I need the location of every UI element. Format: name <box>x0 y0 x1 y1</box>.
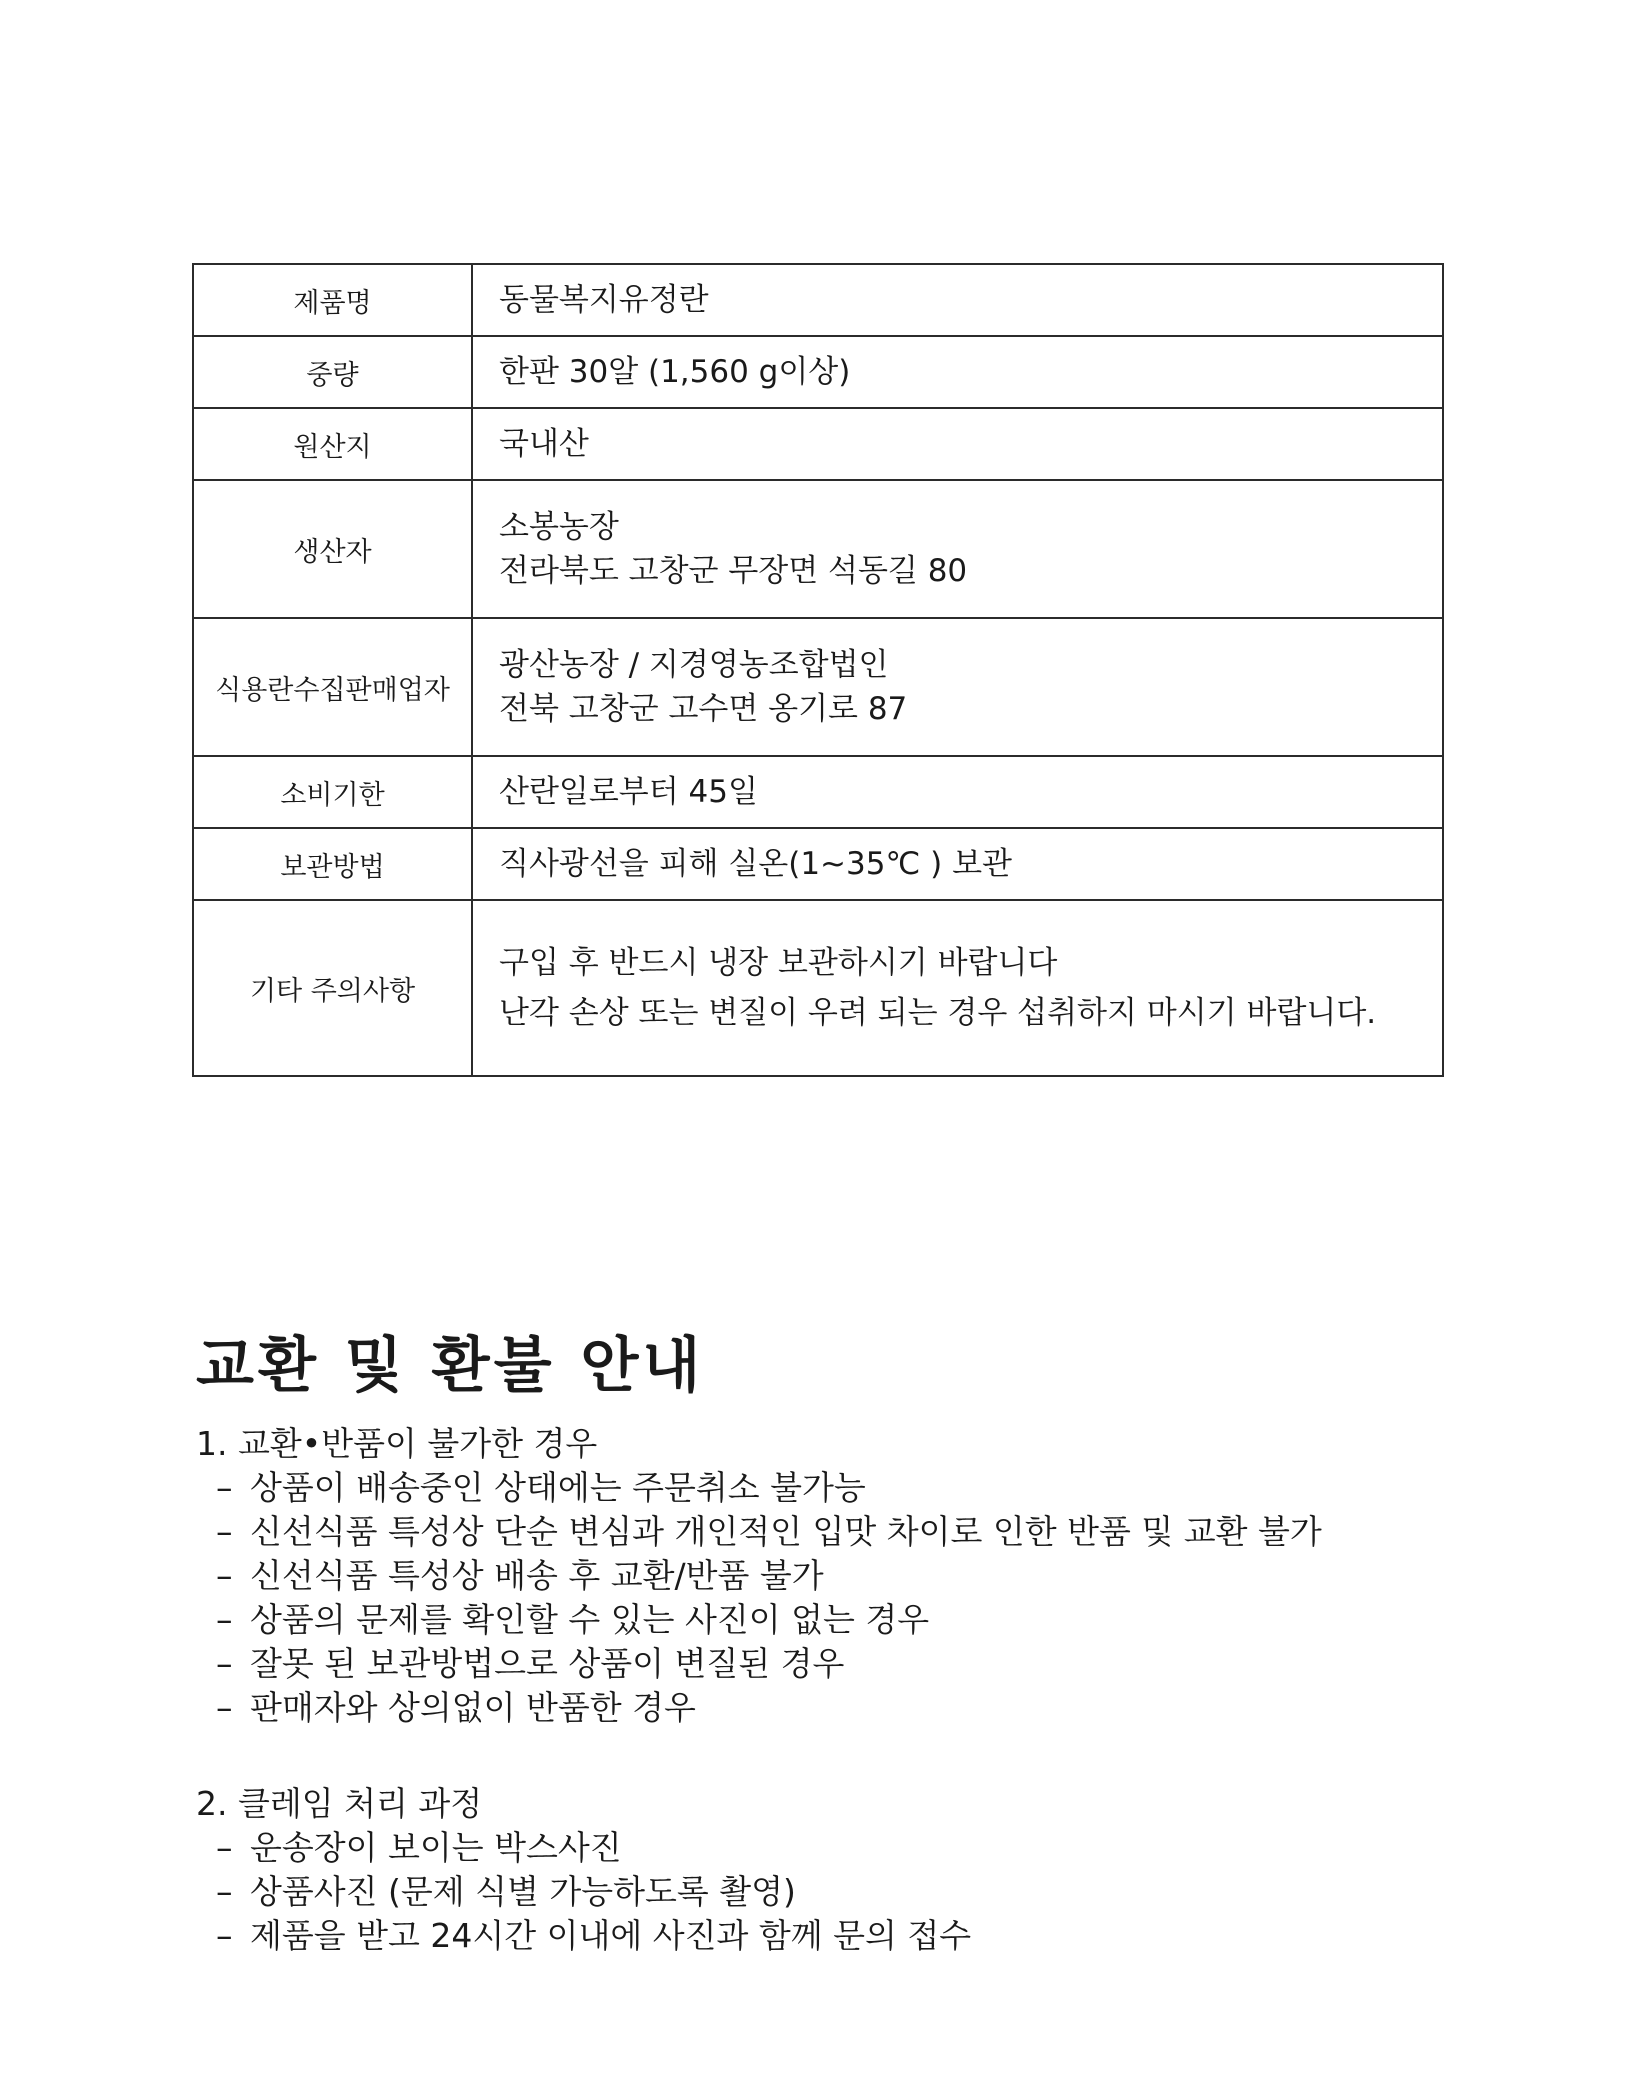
list-item <box>196 1870 1436 1914</box>
dash-bullet: – <box>216 1828 233 1867</box>
policy-list <box>196 1466 1436 1730</box>
row-producer <box>193 480 1443 618</box>
value-line: 구입 후 반드시 냉장 보관하시기 바랍니다 <box>499 945 1058 981</box>
row-weight <box>193 336 1443 408</box>
dash-bullet: – <box>216 1556 233 1595</box>
list-item-text: 상품이 배송중인 상태에는 주문취소 불가능 <box>250 1468 866 1507</box>
policy-list <box>196 1826 1436 1958</box>
value-line: 소봉농장 <box>499 509 619 545</box>
list-item <box>196 1554 1436 1598</box>
value-line: 한판 30알 (1,560 g이상) <box>499 354 851 390</box>
label-cell: 생산자 <box>193 480 472 618</box>
value-cell <box>472 264 1443 336</box>
dash-bullet: – <box>216 1688 233 1727</box>
dash-bullet: – <box>216 1600 233 1639</box>
list-item-text: 잘못 된 보관방법으로 상품이 변질된 경우 <box>250 1644 845 1683</box>
value-line: 직사광선을 피해 실온(1~35℃ ) 보관 <box>499 846 1012 882</box>
value-cell <box>472 756 1443 828</box>
list-item-text: 신선식품 특성상 단순 변심과 개인적인 입맛 차이로 인한 반품 및 교환 불가 <box>250 1512 1322 1551</box>
value-cell <box>472 408 1443 480</box>
refund-title: 교환 및 환불 안내 <box>196 1331 705 1401</box>
value-cell <box>472 828 1443 900</box>
label-cell: 소비기한 <box>193 756 472 828</box>
label-cell: 식용란수집판매업자 <box>193 618 472 756</box>
value-cell <box>472 336 1443 408</box>
list-item-text: 신선식품 특성상 배송 후 교환/반품 불가 <box>250 1556 824 1595</box>
value-cell <box>472 900 1443 1076</box>
dash-bullet: – <box>216 1512 233 1551</box>
list-item-text: 상품사진 (문제 식별 가능하도록 촬영) <box>250 1872 796 1911</box>
value-line: 국내산 <box>499 426 589 462</box>
label-cell: 중량 <box>193 336 472 408</box>
list-item <box>196 1914 1436 1958</box>
row-notes <box>193 900 1443 1076</box>
label-cell: 보관방법 <box>193 828 472 900</box>
policy-heading: 1. 교환•반품이 불가한 경우 <box>196 1424 598 1463</box>
policy-heading: 2. 클레임 처리 과정 <box>196 1784 483 1823</box>
list-item-text: 운송장이 보이는 박스사진 <box>250 1828 622 1867</box>
row-product-name <box>193 264 1443 336</box>
dash-bullet: – <box>216 1644 233 1683</box>
list-item <box>196 1642 1436 1686</box>
row-storage <box>193 828 1443 900</box>
list-item-text: 판매자와 상의없이 반품한 경우 <box>250 1688 696 1727</box>
dash-bullet: – <box>216 1916 233 1955</box>
list-item <box>196 1686 1436 1730</box>
list-item-text: 제품을 받고 24시간 이내에 사진과 함께 문의 접수 <box>250 1916 972 1955</box>
value-cell <box>472 618 1443 756</box>
label-cell: 기타 주의사항 <box>193 900 472 1076</box>
value-cell <box>472 480 1443 618</box>
label-cell: 제품명 <box>193 264 472 336</box>
value-line: 전북 고창군 고수면 옹기로 87 <box>499 691 908 727</box>
list-item <box>196 1510 1436 1554</box>
list-item <box>196 1598 1436 1642</box>
value-line: 난각 손상 또는 변질이 우려 되는 경우 섭취하지 마시기 바랍니다. <box>499 995 1377 1031</box>
list-item <box>196 1826 1436 1870</box>
value-line: 광산농장 / 지경영농조합법인 <box>499 647 889 683</box>
policy-section-unavailable <box>196 1422 1436 1730</box>
product-info-table <box>192 263 1444 1077</box>
value-line: 전라북도 고창군 무장면 석동길 80 <box>499 553 968 589</box>
value-line: 산란일로부터 45일 <box>499 774 758 810</box>
label-cell: 원산지 <box>193 408 472 480</box>
dash-bullet: – <box>216 1872 233 1911</box>
policy-section-claim <box>196 1782 1436 1958</box>
list-item <box>196 1466 1436 1510</box>
row-distributor <box>193 618 1443 756</box>
value-line: 동물복지유정란 <box>499 282 709 318</box>
dash-bullet: – <box>216 1468 233 1507</box>
row-expiry <box>193 756 1443 828</box>
list-item-text: 상품의 문제를 확인할 수 있는 사진이 없는 경우 <box>250 1600 930 1639</box>
row-origin <box>193 408 1443 480</box>
